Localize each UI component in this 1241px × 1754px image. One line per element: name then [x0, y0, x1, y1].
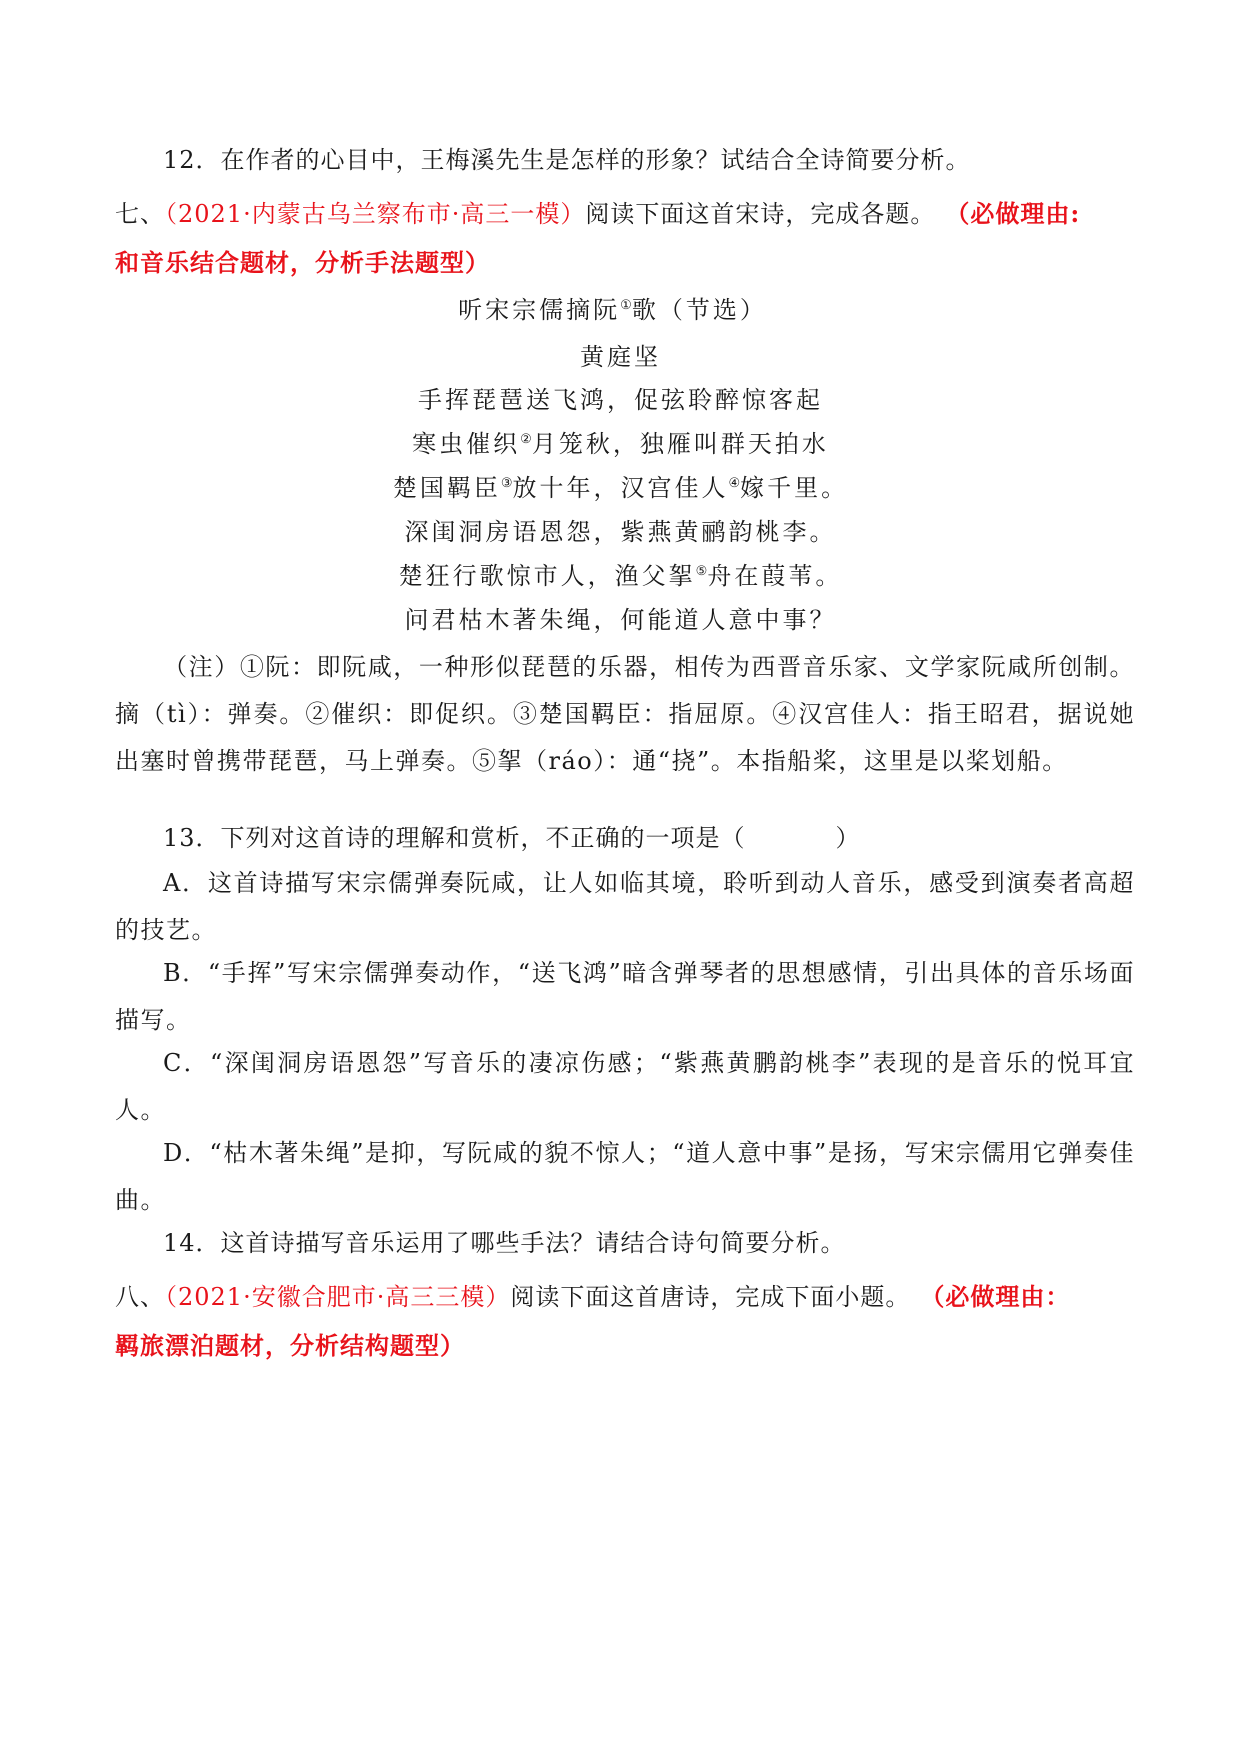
section-8-reason-end: 羁旅漂泊题材，分析结构题型）	[115, 1331, 465, 1360]
note-marker: ③	[500, 476, 513, 491]
option-a: A．这首诗描写宋宗儒弹奏阮咸，让人如临其境，聆听到动人音乐，感受到演奏者高超的技艺。	[115, 869, 1135, 944]
poem-line-4: 深闺洞房语恩怨，紫燕黄鹂韵桃李。	[404, 518, 837, 546]
section-7-source: （2021·内蒙古乌兰察布市·高三一模）	[165, 200, 586, 228]
option-c: C．“深闺洞房语恩怨”写音乐的凄凉伤感；“紫燕黄鹏韵桃李”表现的是音乐的悦耳宜人。	[115, 1049, 1135, 1124]
poem-line-3: 楚国羁臣③放十年，汉宫佳人④嫁千里。	[392, 474, 849, 502]
question-14: 14．这首诗描写音乐运用了哪些手法？请结合诗句简要分析。	[163, 1229, 846, 1257]
section-7-reason-end: 和音乐结合题材，分析手法题型）	[115, 248, 490, 277]
section-7-header	[115, 194, 1135, 229]
section-8-header	[115, 1277, 1135, 1312]
section-8-instruction: 阅读下面这首唐诗，完成下面小题。	[510, 1283, 911, 1311]
section-8-source: （2021·安徽合肥市·高三三模）	[165, 1283, 511, 1311]
poem-line-1: 手挥琵琶送飞鸿，促弦聆醉惊客起	[418, 386, 823, 414]
section-7-reason-start: （必做理由:	[957, 199, 1081, 228]
poem-author: 黄庭坚	[580, 343, 661, 371]
question-12: 12．在作者的心目中，王梅溪先生是怎样的形象？试结合全诗简要分析。	[163, 146, 971, 174]
note-marker: ⑤	[695, 564, 708, 579]
note-marker: ④	[728, 476, 741, 491]
note-marker: ①	[620, 298, 632, 313]
section-7-number: 七、	[115, 200, 165, 228]
option-d: D．“枯木著朱绳”是抑，写阮咸的貌不惊人；“道人意中事”是扬，写宋宗儒用它弹奏佳曲。	[115, 1139, 1135, 1214]
section-8-reason-start: （必做理由：	[932, 1282, 1071, 1311]
note-marker: ②	[520, 432, 532, 447]
section-7-instruction: 阅读下面这首宋诗，完成各题。	[585, 200, 936, 228]
poem-line-2: 寒虫催织②月笼秋，独雁叫群天拍水	[412, 430, 829, 458]
poem-title: 听宋宗儒摘阮①歌（节选）	[458, 296, 767, 324]
section-8-number: 八、	[115, 1283, 165, 1311]
question-13-stem: 13．下列对这首诗的理解和赏析，不正确的一项是（ ）	[163, 824, 861, 852]
poem-line-6: 问君枯木著朱绳，何能道人意中事？	[404, 606, 837, 634]
option-b: B．“手挥”写宋宗儒弹奏动作，“送飞鸿”暗含弹琴者的思想感情，引出具体的音乐场面描写。	[115, 959, 1135, 1034]
poem-line-5: 楚狂行歌惊市人，渔父挐⑤舟在葭苇。	[398, 562, 843, 590]
annotation-notes: （注）①阮：即阮咸，一种形似琵琶的乐器，相传为西晋音乐家、文学家阮咸所创制。摘（tì）：弹奏。②催织：即促织。③楚国羁臣：指屈原。④汉宫佳人：指王昭君，据说她出塞时曾携带琵琶，马上弹奏。⑤挐（ráo）：通“挠”。本指船桨，这里是以桨划船。	[115, 653, 1135, 775]
